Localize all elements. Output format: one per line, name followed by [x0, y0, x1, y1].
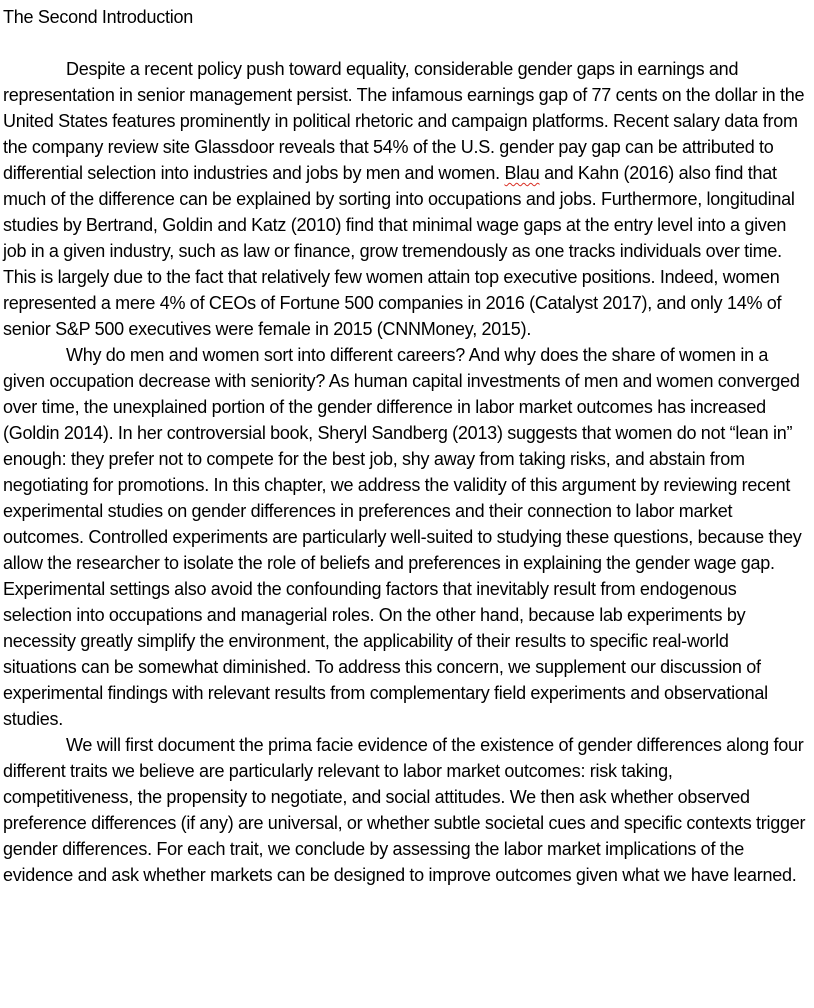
paragraph-2[interactable]: Why do men and women sort into different careers? And why does the share of women in a given occupation decrease with seniority? As human capital investments of men and women converged over time, the unexplained portion of the gender difference in labor market outcomes has increased (Goldin 2014). In her controversial book, Sheryl Sandberg (2013) suggests that women do not “lean in” enough: they prefer not to compete for the best job, shy away from taking risks, and abstain from negotiating for promotions. In this chapter, we address the validity of this argument by reviewing recent experimental studies on gender differences in preferences and their connection to labor market outcomes. Controlled experiments are particularly well-suited to studying these questions, because they allow the researcher to isolate the role of beliefs and preferences in explaining the gender wage gap. Experimental settings also avoid the confounding factors that inevitably result from endogenous selection into occupations and managerial roles. On the other hand, because lab experiments by necessity greatly simplify the environment, the applicability of their results to specific real-world situations can be somewhat diminished. To address this concern, we supplement our discussion of experimental findings with relevant results from complementary field experiments and observational studies.	[3, 345, 802, 729]
paragraph-3[interactable]: We will first document the prima facie evidence of the existence of gender differences along four different traits we believe are particularly relevant to labor market outcomes: risk taking, competitiveness, the propensity to negotiate, and social attitudes. We then ask whether observed preference differences (if any) are universal, or whether subtle societal cues and specific contexts trigger gender differences. For each trait, we conclude by assessing the labor market implications of the evidence and ask whether markets can be designed to improve outcomes given what we have learned.	[3, 735, 806, 885]
paragraph-1[interactable]	[3, 56, 806, 342]
empty-line[interactable]	[3, 30, 806, 56]
paragraph-1-text-before: Despite a recent policy push toward equality, considerable gender gaps in earnings and representation in senior management persist. The infamous earnings gap of 77 cents on the dollar in the United States features prominently in political rhetoric and campaign platforms. Recent salary data from the company review site Glassdoor reveals that 54% of the U.S. gender pay gap can be attributed to differential selection into industries and jobs by men and women.	[3, 59, 805, 183]
document-title[interactable]: The Second Introduction	[3, 7, 193, 27]
spelling-flagged-word[interactable]: Blau	[504, 163, 540, 183]
document-body[interactable]	[3, 4, 806, 888]
paragraph-1-text-after: and Kahn (2016) also find that much of the difference can be explained by sorting into occupations and jobs. Furthermore, longitudinal studies by Bertrand, Goldin and Katz (2010) find that minimal wage gaps at the entry level into a given job in a given industry, such as law or finance, grow tremendously as one tracks individuals over time. This is largely due to the fact that relatively few women attain top executive positions. Indeed, women represented a mere 4% of CEOs of Fortune 500 companies in 2016 (Catalyst 2017), and only 14% of senior S&P 500 executives were female in 2015 (CNNMoney, 2015).	[3, 163, 795, 339]
